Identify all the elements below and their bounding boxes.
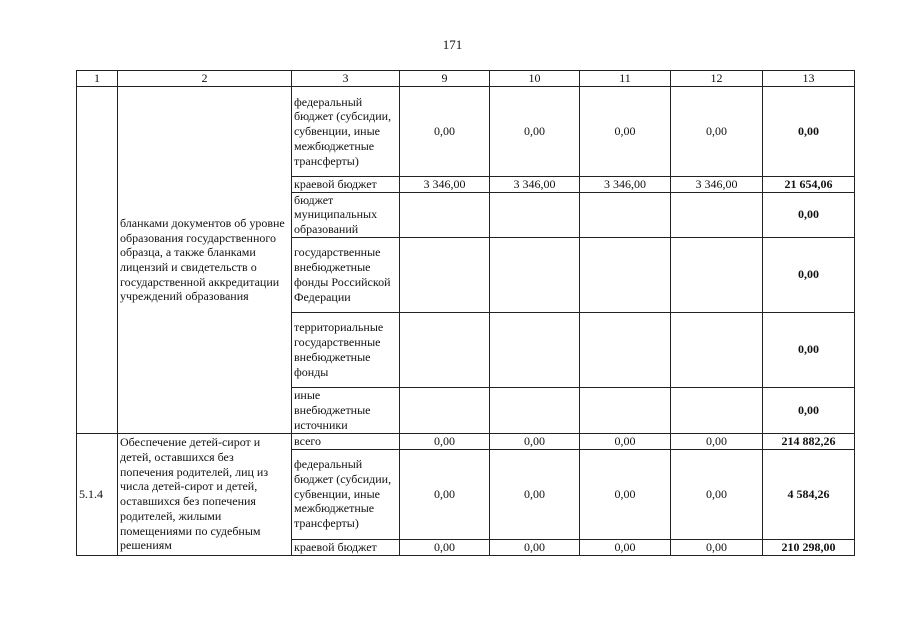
value-cell: 0,00	[580, 87, 671, 177]
value-cell	[490, 387, 580, 433]
value-cell: 0,00	[490, 87, 580, 177]
table-row	[77, 87, 855, 177]
total-cell: 214 882,26	[763, 433, 855, 449]
value-cell	[671, 192, 763, 237]
column-header: 1	[77, 71, 118, 87]
value-cell: 0,00	[580, 449, 671, 539]
value-cell: 0,00	[490, 449, 580, 539]
value-cell: 0,00	[400, 433, 490, 449]
column-number-row	[77, 71, 855, 87]
item-name: бланками документов об уровне образования государственного образца, а также бланками лицензий и свидетельств о государственной аккредитации учреждений образования	[118, 87, 292, 434]
column-header: 12	[671, 71, 763, 87]
value-cell: 3 346,00	[580, 177, 671, 193]
total-cell: 210 298,00	[763, 539, 855, 555]
column-header: 2	[118, 71, 292, 87]
budget-table	[76, 70, 855, 556]
value-cell	[580, 312, 671, 387]
total-cell: 4 584,26	[763, 449, 855, 539]
value-cell: 0,00	[490, 433, 580, 449]
value-cell	[671, 387, 763, 433]
funding-source: бюджет муниципальных образований	[292, 192, 400, 237]
total-cell: 0,00	[763, 87, 855, 177]
total-cell: 0,00	[763, 387, 855, 433]
value-cell	[400, 192, 490, 237]
column-header: 11	[580, 71, 671, 87]
value-cell: 3 346,00	[400, 177, 490, 193]
item-code	[77, 87, 118, 434]
value-cell: 0,00	[400, 87, 490, 177]
funding-source: краевой бюджет	[292, 539, 400, 555]
value-cell	[490, 237, 580, 312]
table-row	[77, 433, 855, 449]
funding-source: краевой бюджет	[292, 177, 400, 193]
total-cell: 0,00	[763, 192, 855, 237]
total-cell: 0,00	[763, 237, 855, 312]
funding-source: всего	[292, 433, 400, 449]
value-cell: 0,00	[580, 539, 671, 555]
column-header: 3	[292, 71, 400, 87]
item-code: 5.1.4	[77, 433, 118, 555]
value-cell	[671, 237, 763, 312]
value-cell: 0,00	[671, 539, 763, 555]
funding-source: федеральный бюджет (субсидии, субвенции, иные межбюджетные трансферты)	[292, 449, 400, 539]
value-cell: 3 346,00	[490, 177, 580, 193]
value-cell	[671, 312, 763, 387]
column-header: 9	[400, 71, 490, 87]
value-cell: 0,00	[400, 539, 490, 555]
value-cell	[580, 237, 671, 312]
value-cell: 0,00	[671, 449, 763, 539]
value-cell	[400, 237, 490, 312]
total-cell: 0,00	[763, 312, 855, 387]
item-name: Обеспечение детей-сирот и детей, оставшихся без попечения родителей, лиц из числа детей-сирот и детей, оставшихся без попечения родителей, жилыми помещениями по судебным решениям	[118, 433, 292, 555]
value-cell: 0,00	[580, 433, 671, 449]
value-cell	[580, 192, 671, 237]
value-cell	[580, 387, 671, 433]
value-cell: 0,00	[490, 539, 580, 555]
value-cell: 0,00	[671, 433, 763, 449]
value-cell	[490, 312, 580, 387]
funding-source: федеральный бюджет (субсидии, субвенции, иные межбюджетные трансферты)	[292, 87, 400, 177]
value-cell: 3 346,00	[671, 177, 763, 193]
total-cell: 21 654,06	[763, 177, 855, 193]
funding-source: иные внебюджетные источники	[292, 387, 400, 433]
value-cell: 0,00	[400, 449, 490, 539]
funding-source: территориальные государственные внебюджетные фонды	[292, 312, 400, 387]
column-header: 10	[490, 71, 580, 87]
value-cell	[400, 387, 490, 433]
column-header: 13	[763, 71, 855, 87]
value-cell	[490, 192, 580, 237]
value-cell	[400, 312, 490, 387]
funding-source: государственные внебюджетные фонды Российской Федерации	[292, 237, 400, 312]
page-number: 171	[442, 37, 463, 52]
value-cell: 0,00	[671, 87, 763, 177]
